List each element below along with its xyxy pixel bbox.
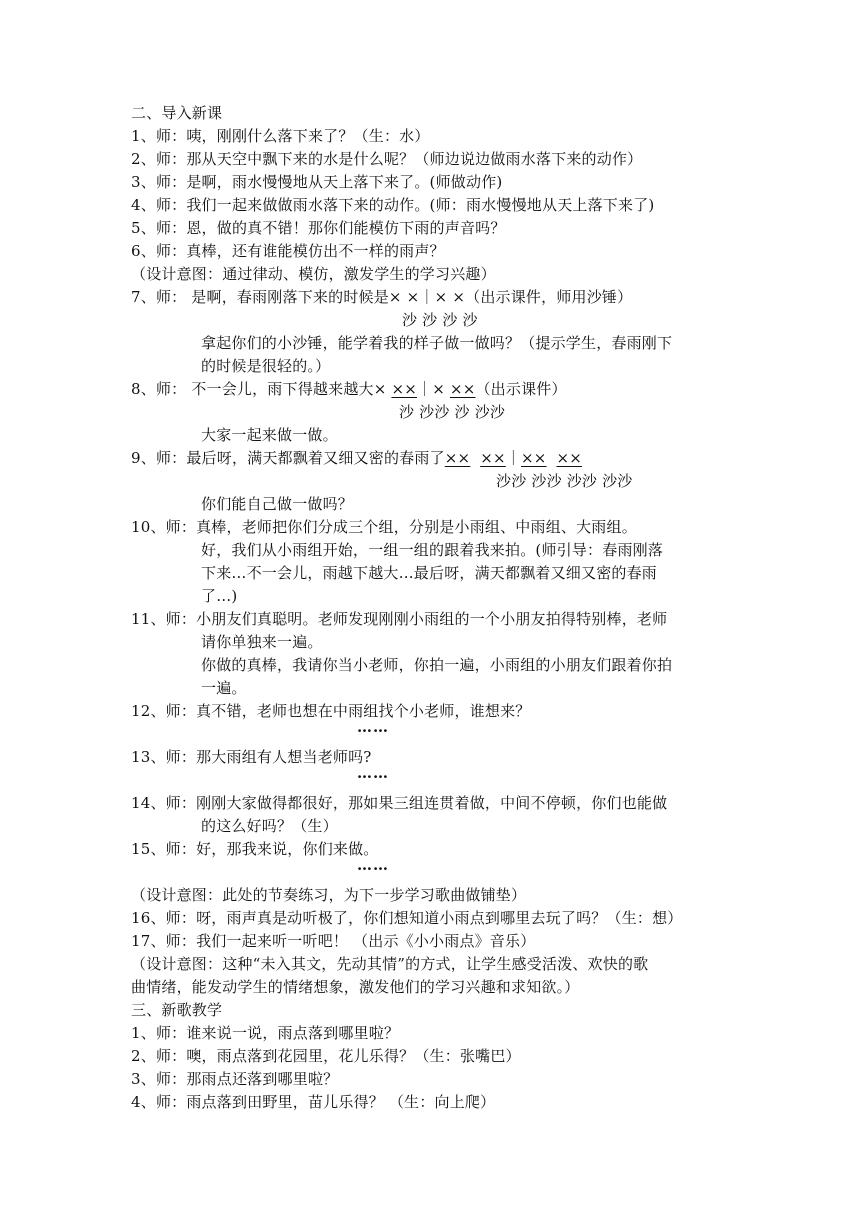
rhythm-beat-underlined: ×× [444,449,471,467]
line-10: 10、师：真棒，老师把你们分成三个组，分别是小雨组、中雨组、大雨组。 [131,518,637,536]
line-16: 16、师：呀，雨声真是动听极了，你们想知道小雨点到哪里去玩了吗？（生：想） [131,909,683,927]
line-3: 3、师：是啊，雨水慢慢地从天上落下来了。(师做动作) [131,173,503,191]
rhythm-beat-underlined: ×× [480,449,506,467]
line-4: 4、师：我们一起来做做雨水落下来的动作。(师：雨水慢慢地从天上落下来了) [131,196,655,214]
rhythm-bar: ｜× [417,380,450,398]
line-11-cont3: 一遍。 [201,679,247,697]
line-11: 11、师：小朋友们真聪明。老师发现刚刚小雨组的一个小朋友拍得特别棒，老师 [131,610,668,628]
line-7-cont2: 的时候是很轻的。） [201,357,331,375]
line-12: 12、师：真不错，老师也想在中雨组找个小老师，谁想来？ [131,702,531,720]
line-11-cont: 请你单独来一遍。 [201,633,323,651]
line-6: 6、师：真棒，还有谁能模仿出不一样的雨声？ [131,242,445,260]
line-9-cont: 你们能自己做一做吗？ [201,495,354,513]
design-intent-3-cont: 曲情绪，能发动学生的情绪想象，激发他们的学习兴趣和求知欲。） [131,978,580,996]
line-10-cont3: 了…) [201,587,238,605]
section-heading: 二、导入新课 [131,104,223,122]
rhythm-syllables-7: 沙 沙 沙 沙 [402,311,478,329]
song-line-1: 1、师：谁来说一说，雨点落到哪里啦？ [131,1024,400,1042]
line-8-text: 8、师： 不一会儿，雨下得越来越大× [131,380,392,398]
line-8-cont: 大家一起来做一做。 [201,426,338,444]
ellipsis: …… [357,764,389,782]
rhythm-syllables-9: 沙沙 沙沙 沙沙 沙沙 [496,472,633,490]
line-10-cont2: 下来…不一会儿，雨越下越大…最后呀，满天都飘着又细又密的春雨 [201,564,658,582]
rhythm-beat-underlined: ×× [391,380,417,398]
line-8 [131,378,567,400]
line-9 [131,447,582,469]
line-7-cont: 拿起你们的小沙锤，能学着我的样子做一做吗？（提示学生，春雨刚下 [201,334,673,352]
design-intent-1: （设计意图：通过律动、模仿，激发学生的学习兴趣） [131,265,496,283]
line-14: 14、师：刚刚大家做得都很好，那如果三组连贯着做，中间不停顿，你们也能做 [131,794,668,812]
song-line-4: 4、师：雨点落到田野里，苗儿乐得？ （生：向上爬） [131,1093,496,1111]
line-9-text: 9、师：最后呀，满天都飘着又细又密的春雨了 [131,449,445,467]
rhythm-beat-underlined: ×× [520,449,547,467]
song-line-3: 3、师：那雨点还落到哪里啦？ [131,1070,339,1088]
line-8-note: （出示课件） [475,380,567,398]
ellipsis: …… [357,856,389,874]
rhythm-beat-underlined: ×× [449,380,476,398]
line-11-cont2: 你做的真棒，我请你当小老师，你拍一遍，小雨组的小朋友们跟着你拍 [201,656,673,674]
line-13: 13、师：那大雨组有人想当老师吗? [131,748,372,766]
line-10-cont: 好，我们从小雨组开始，一组一组的跟着我来拍。(师引导：春雨刚落 [201,541,664,559]
ellipsis: …… [357,718,389,736]
line-5: 5、师：恩，做的真不错！那你们能模仿下雨的声音吗？ [131,219,506,237]
line-2: 2、师：那从天空中飘下来的水是什么呢？（师边说边做雨水落下来的动作） [131,150,643,168]
line-14-cont: 的这么好吗？（生） [201,817,338,835]
section-heading: 三、新歌教学 [131,1001,223,1019]
line-17: 17、师：我们一起来听一听吧！ （出示《小小雨点》音乐） [131,932,536,950]
rhythm-beat-underlined: ×× [556,449,583,467]
song-line-2: 2、师：噢，雨点落到花园里，花儿乐得？（生：张嘴巴） [131,1047,521,1065]
rhythm-syllables-8: 沙 沙沙 沙 沙沙 [399,403,506,421]
design-intent-3: （设计意图：这种“未入其文，先动其情”的方式，让学生感受活泼、欢快的歌 [131,955,649,973]
line-15: 15、师：好，那我来说，你们来做。 [131,840,379,858]
line-1: 1、师：咦，刚刚什么落下来了？（生：水） [131,127,430,145]
design-intent-2: （设计意图：此处的节奏练习，为下一步学习歌曲做铺垫） [131,886,527,904]
line-7: 7、师： 是啊，春雨刚落下来的时候是× ×｜× ×（出示课件，师用沙锤） [131,288,633,306]
rhythm-bar: ｜ [505,449,521,467]
